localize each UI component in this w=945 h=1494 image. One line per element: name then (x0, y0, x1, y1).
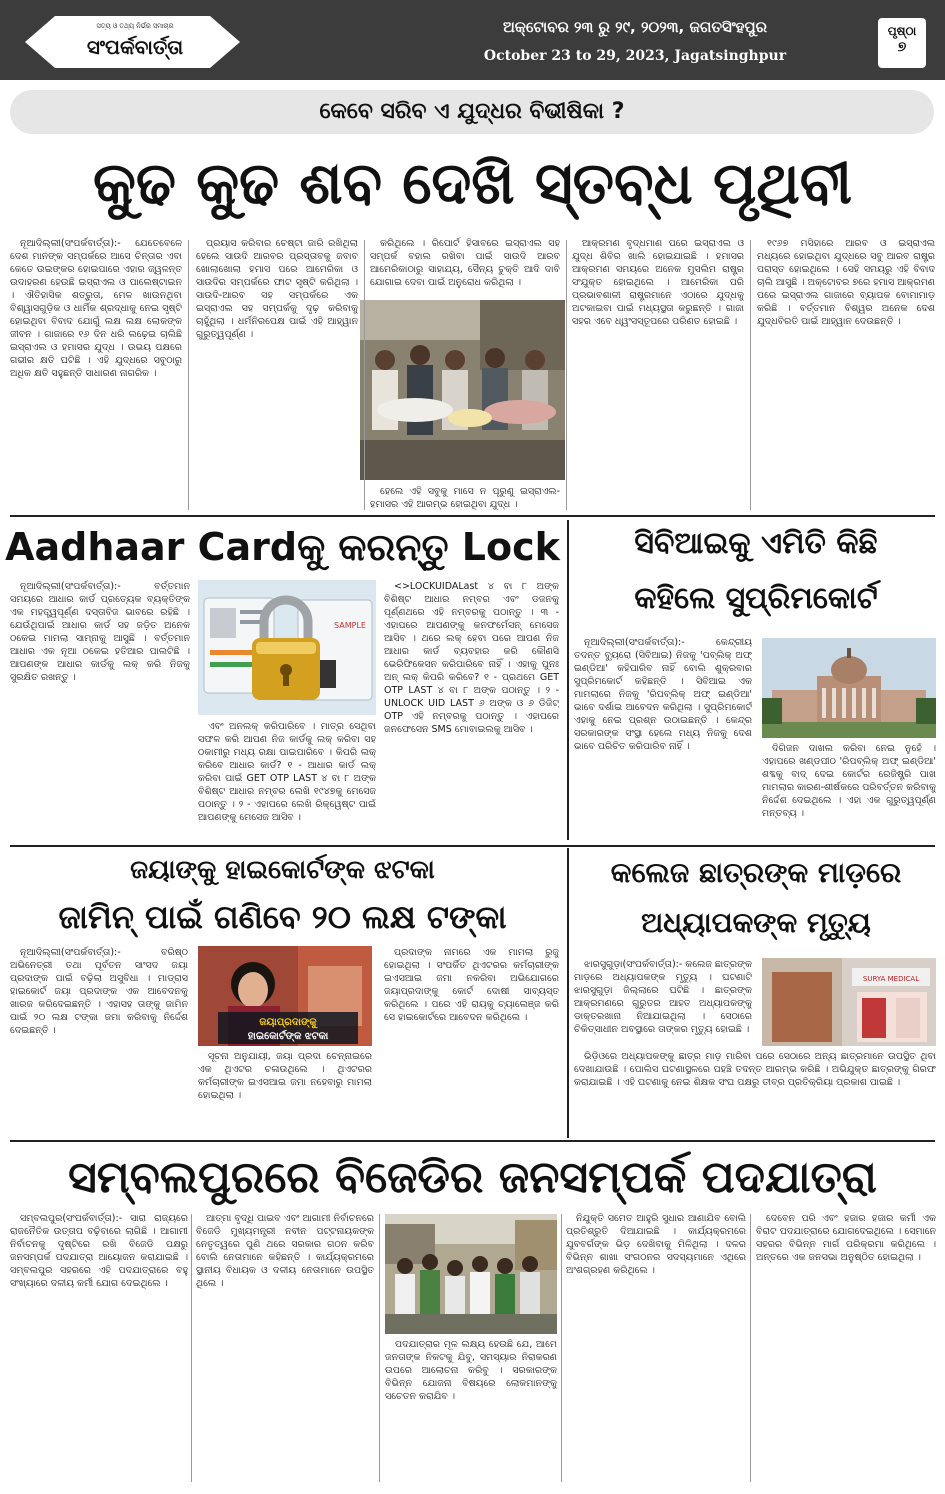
padayatra-photo (385, 1214, 557, 1334)
masthead (0, 0, 945, 80)
photo-caption-line-2: ହାଇକୋର୍ଟଙ୍କ ଝଟକା (247, 1031, 329, 1042)
column-rule (566, 240, 567, 510)
column-rule (561, 1214, 562, 1482)
jaya-headline-line-2: ଜାମିନ୍ ପାଇଁ ଗଣିବେ ୨୦ ଲକ୍ଷ ଟଙ୍କା (58, 898, 507, 936)
column-rule (364, 240, 365, 510)
aadhaar-column-1: ନୂଆଦିଲ୍ଲୀ(ସଂପର୍କବାର୍ତ୍ତା):- ବର୍ତ୍ତମାନ ସମୟରେ ଆଧାର କାର୍ଡ ପ୍ରତ୍ୟେକ ବ୍ୟକ୍ତିଙ୍କ ଏକ ମହତ୍ତ୍ୱପୂର୍ଣ୍ଣ ଦସ୍ତାବିଜ ଭାବରେ ରହିଛି । ଯେଉଁଥିପାଇଁ ଆଧାର କାର୍ଡ ସହ ଜଡ଼ିତ ଅନେକ ଠକେଇ ମାମଲା ସାମ୍ନାକୁ ଆସୁଛି । ବର୍ତ୍ତମାନ ଆଧାର ଏକ ନୂଆ ଠକେଇ ହତିଆର ପାଲଟିଛି । ଆପଣଙ୍କ ଆଧାର କାର୍ଡକୁ ଲକ୍ କରି ନିଜକୁ ସୁରକ୍ଷିତ ରଖନ୍ତୁ । (10, 581, 190, 683)
issue-date-english: October 23 to 29, 2023, Jagatsinghpur (483, 48, 787, 64)
photo-caption-line-1: ଜୟାପ୍ରଦାଙ୍କୁ (259, 1017, 317, 1028)
issue-date-odia: ଅକ୍ଟୋବର ୨୩ ରୁ ୨୯, ୨୦୨୩, ଜଗତସିଂହପୁର (502, 18, 768, 36)
section-rule-vertical (567, 848, 569, 1138)
college-headline-line-1: କଲେଜ ଛାତ୍ରଙ୍କ ମାଡ଼ରେ (610, 856, 902, 889)
shop-sign: SURYA MEDICAL (862, 975, 920, 983)
column-rule (750, 1214, 751, 1482)
section-rule (10, 1140, 935, 1142)
sc-headline-line-2: କହିଲେ ସୁପ୍ରିମକୋର୍ଟ (634, 581, 878, 616)
sc-column-2: ଦିଗିଜନ ଦାଖଲ କରିବା ନେଇ ନୁହେଁ । ଏହାପରେ ଖଣ୍ଡପୀଠ 'ରିପବ୍ଲିକ୍ ଅଫ୍ ଇଣ୍ଡିଆ' ଶବ୍ଦକୁ ବାଦ୍ ଦେଇ କୋର୍ଟର ରେଜିଷ୍ଟ୍ରି ପାଖ ମାମଲାର କାରଣ-ଶୀର୍ଷକରେ ପରିବର୍ତ୍ତନ କରିବାକୁ ନିର୍ଦ୍ଦେଶ ଦେଇଥିଲେ । ଏହା ଏକ ଗୁରୁତ୍ୱପୂର୍ଣ୍ଣ ମନ୍ତବ୍ୟ । (762, 743, 936, 819)
gaza-funeral-photo (360, 300, 565, 480)
lead-column-3-continued: ହେଲେ ଏହି ସବୁକୁ ମାସେ ନ ପୂରୁଣୁ ଇସ୍ରାଏଲ-ହମାସର ଏହି ଆରମ୍ଭ ହୋଇଥିବା ଯୁଦ୍ଧ । (370, 486, 560, 510)
sc-column-1: ନୂଆଦିଲ୍ଲୀ(ସଂପର୍କବାର୍ତ୍ତା):- କେନ୍ଦ୍ରୀୟ ତଦନ୍ତ ବ୍ୟୁରୋ (ସିବିଆଇ) ନିଜକୁ 'ପବ୍ଲିକ୍ ଅଫ୍ ଇଣ୍ଡିଆ' କହିପାରିବ ନାହିଁ ବୋଲି ଶୁକ୍ରବାର ସୁପ୍ରିମକୋର୍ଟ କହିଛନ୍ତି । ସିବିଆଇ ଏକ ମାମଲାରେ ନିଜକୁ 'ରିପବ୍ଲିକ୍ ଅଫ୍ ଇଣ୍ଡିଆ' ଭାବେ ଦର୍ଶାଇ ଆବେଦନ କରିଥିଲା । ସୁପ୍ରିମକୋର୍ଟ ଏହାକୁ ନେଇ ପ୍ରଶ୍ନ ଉଠାଇଛନ୍ତି । କେନ୍ଦ୍ର ସରକାରଙ୍କ ସଂସ୍ଥା ହେଲେ ମଧ୍ୟ ନିଜକୁ ଦେଶ ଭାବେ ପରିଚିତ କରିପାରିବ ନାହିଁ । (574, 637, 752, 752)
lead-column-2: ପ୍ରୟାସ କରିବାର ଚେଷ୍ଟା ଜାରି ରଖିଥିଲା ହେଲେ ସାଉଦି ଆରବର ପ୍ରସ୍ତାବକୁ ଜବାବ ଖୋଲାଖୋଲା ହମାସ ପରେ ଆମେରିକା ଓ ସାଉଦିର ସମ୍ପର୍କରେ ଫାଟ ସୃଷ୍ଟି କରିଥିଲା । ସାଉଦି-ଆରବ ସହ ସମ୍ପର୍କରେ ଏକ ଇସ୍ରାଏଲ ସହ ସମ୍ପର୍କକୁ ଦୃଢ଼ କରିବାକୁ ଚାହୁଁଥିଲା । ଧର୍ମନିରପେକ୍ଷ ପାଇଁ ଏହି ଆହ୍ୱାନ ଗୁରୁତ୍ୱପୂର୍ଣ୍ଣ । (196, 238, 358, 340)
section-rule-vertical (567, 520, 569, 840)
college-column-1: ଝାରସୁଗୁଡ଼ା(ସଂପର୍କବାର୍ତ୍ତା):- କଲେଜ ଛାତ୍ରଙ୍କ ମାଡ଼ରେ ଅଧ୍ୟାପକଙ୍କ ମୃତ୍ୟୁ । ଘଟଣାଟି ଝାରସୁଗୁଡ଼ା ଜିଲ୍ଲାରେ ଘଟିଛି । ଛାତ୍ରଙ୍କ ଆକ୍ରମଣରେ ଗୁରୁତର ଆହତ ଅଧ୍ୟାପକଙ୍କୁ ଡାକ୍ତରଖାନା ନିଆଯାଇଥିଲା । ସେଠାରେ ଚିକିତ୍ସାଧୀନ ଅବସ୍ଥାରେ ତାଙ୍କର ମୃତ୍ୟୁ ହୋଇଛି । (574, 959, 752, 1035)
supreme-court-photo (762, 638, 936, 738)
bjd-column-2: ଆତ୍ମା ବୃଦ୍ଧି ପାଇବ ଏବଂ ଆଗାମୀ ନିର୍ବାଚନରେ ବିଜେଡି ମୁଖ୍ୟମନ୍ତ୍ରୀ ନବୀନ ପଟ୍ଟନାୟକଙ୍କ ନେତୃତ୍ୱରେ ପୁଣି ଥରେ ସରକାର ଗଠନ କରିବ ବୋଲି ନେତାମାନେ କହିଛନ୍ତି । କାର୍ଯ୍ୟକ୍ରମରେ ସ୍ଥାନୀୟ ବିଧାୟକ ଓ ଦଳୀୟ ନେତାମାନେ ଉପସ୍ଥିତ ଥିଲେ । (196, 1213, 374, 1289)
lead-column-1: ନୂଆଦିଲ୍ଲୀ(ସଂପର୍କବାର୍ତ୍ତା):- ଯେତେବେଳେ ଦେଶ ମାନଙ୍କ ସମ୍ପର୍କରେ ଆସେ ଚିନ୍ତାର ଏବା କେତେ ଉଇଙ୍କର ହୋଇପାରେ ଏହାର ଜ୍ୱଳନ୍ତ ଉଦାହରଣ ହେଉଛି ଇସ୍ରାଏଲ ଓ ପାଲେଷ୍ଟାଇନ । ଐତିହାସିକ ଶତ୍ରୁତା, ମେଳ ଖାଉନଥିବା ବିଶ୍ୱାସଗୁଡ଼ିକ ଓ ଧାର୍ମିକ ଶ୍ରଦ୍ଧାକୁ ନେଇ ସୃଷ୍ଟି ହୋଇଥିବା ବିବାଦ ଯୋଗୁଁ ଲକ୍ଷ ଲକ୍ଷ ଲୋକଙ୍କ ଜୀବନ । ଗାଜାରେ ୧୬ ଦିନ ଧରି ଲଢ଼େଇ ଚାଲିଛି ଇସ୍ରାଏଲ ଓ ହମାସର ଯୁଦ୍ଧ । ଉଭୟ ପକ୍ଷରେ ଗଭୀର କ୍ଷତି ଘଟିଛି । ଏହି ଯୁଦ୍ଧରେ ସବୁଠାରୁ ଅଧିକ କ୍ଷତି ସହୁଛନ୍ତି ସାଧାରଣ ନାଗରିକ । (10, 238, 182, 379)
newspaper-logo (25, 14, 240, 70)
page-number: ୭ (897, 39, 907, 55)
college-headline-line-2: ଅଧ୍ୟାପକଙ୍କ ମୃତ୍ୟୁ (641, 906, 871, 939)
logo-text: ସଂପର୍କବାର୍ତ୍ତା (86, 35, 184, 59)
jaya-column-3: ପ୍ରଦାଙ୍କ ନାମରେ ଏକ ମାମଲା ରୁଜୁ ହୋଇଥିଲା । ସଂପର୍କିତ ଥିଏଟରର କର୍ମଚାରୀଙ୍କ ଇଏସଆଇ ଜମା ନକରିବା ଅଭିଯୋଗରେ ଜୟାପ୍ରଦାଙ୍କୁ କୋର୍ଟ ଦୋଷୀ ସାବ୍ୟସ୍ତ କରିଥିଲେ । ପରେ ଏହି ରାୟକୁ ଚ୍ୟାଲେଞ୍ଜ କରି ସେ ହାଇକୋର୍ଟରେ ଆବେଦନ କରିଥିଲେ । (384, 947, 559, 1023)
column-rule (188, 240, 189, 510)
logo-tagline: ସତ୍ୟ ଓ ତଥ୍ୟ ନିର୍ଭର ସମାଚାର (96, 22, 174, 30)
jaya-headline-line-1: ଜୟାଙ୍କୁ ହାଇକୋର୍ଟଙ୍କ ଝଟକା (130, 855, 435, 885)
aadhaar-headline: Aadhaar Cardକୁ କରନ୍ତୁ Lock (5, 525, 560, 569)
jaya-column-2a: ସୂଚନା ଅନୁଯାୟୀ, ଜୟା ପ୍ରଦା ଚେନ୍ନାଇରେ ଏକ ଥିଏଟର ଚଳାଉଥିଲେ । ଥିଏଟରର କର୍ମଚାରୀଙ୍କ ଇଏସଆଇ ଜମା ନହେବାରୁ ମାମଲା ହୋଇଥିଲା । (198, 1051, 372, 1101)
column-rule (750, 240, 751, 510)
sample-stamp: SAMPLE (334, 621, 366, 630)
college-column-2: ଭିଡ଼ିଓରେ ଅଧ୍ୟାପକଙ୍କୁ ଛାତ୍ର ମାଡ଼ ମାରିବା ପରେ ସେଠାରେ ଅନ୍ୟ ଛାତ୍ରମାନେ ଉପସ୍ଥିତ ଥିବା ଦେଖାଯାଉଛି । ପୋଲିସ ଘଟଣାସ୍ଥଳରେ ପହଞ୍ଚି ତଦନ୍ତ ଆରମ୍ଭ କରିଛି । ଅଭିଯୁକ୍ତ ଛାତ୍ରଙ୍କୁ ଗିରଫ କରାଯାଇଛି । ଏହି ଘଟଣାକୁ ନେଇ ଶିକ୍ଷକ ସଂଘ ପକ୍ଷରୁ ତୀବ୍ର ପ୍ରତିକ୍ରିୟା ପ୍ରକାଶ ପାଇଛି । (574, 1051, 936, 1088)
page-number-box (878, 18, 926, 68)
bjd-headline: ସମ୍ବଲପୁରରେ ବିଜେଡିର ଜନସମ୍ପର୍କ ପଦଯାତ୍ରା (68, 1152, 877, 1203)
aadhaar-lock-photo (198, 580, 376, 715)
jaya-column-1: ନୂଆଦିଲ୍ଲୀ(ସଂପର୍କବାର୍ତ୍ତା):- ବରିଷ୍ଠ ଅଭିନେତ୍ରୀ ତଥା ପୂର୍ବତନ ସାଂସଦ ଜୟା ପ୍ରଦାଙ୍କ ପାଇଁ ବଢ଼ିଲା ଅସୁବିଧା । ମାଡ୍ରାସ ହାଇକୋର୍ଟ ଜୟା ପ୍ରଦାଙ୍କ ଏକ ଆବେଦନକୁ ଖାରଜ କରିଦେଇଛନ୍ତି । ଏହାସହ ତାଙ୍କୁ ଜାମିନ ପାଇଁ ୨୦ ଲକ୍ଷ ଟଙ୍କା ଜମା କରିବାକୁ ନିର୍ଦ୍ଦେଶ ଦେଇଛନ୍ତି । (10, 947, 188, 1036)
column-rule (191, 1214, 192, 1482)
page-label: ପୃଷ୍ଠା (887, 24, 917, 38)
aadhaar-column-2: ଏବଂ ଅନଲକ୍ କରିପାରିବେ । ମାତ୍ର ସେଥିବା ସଫଳ କରି ଆପଣ ନିଜ କାର୍ଡକୁ ଲକ୍ କରିବା ସହ ଠକାମୀରୁ ମଧ୍ୟ ରକ୍ଷା ପାଇପାରିବେ । କିପରି ଲକ୍ କରିବେ ଆଧାର କାର୍ଡ? ୧ - ଆଧାର କାର୍ଡ ଲକ୍ କରିବା ପାଇଁ GET OTP LAST ୪ ବା ୮ ଅଙ୍କ ବିଶିଷ୍ଟ ଆଧାର ନମ୍ବର ଲେଖି ୧୯୪୭କୁ ମେସେଜ ପଠାନ୍ତୁ । ୨ - ଏହାପରେ ଲେଖି ରିକ୍ୱେଷ୍ଟ ପାଇଁ ଆପଣଙ୍କୁ ମେସେଜ ଆସିବ । (198, 721, 376, 823)
sc-headline-line-1: ସିବିଆଇକୁ ଏମିତି କିଛି (634, 526, 878, 561)
college-photo (762, 958, 936, 1046)
bjd-column-5: ଦେବେନ ପରି ଏବଂ ହଜାର ହଜାର କର୍ମୀ ଏକ ବିରାଟ ପଦଯାତ୍ରାରେ ଯୋଗଦେଇଥିଲେ । ସେମାନେ ସହରର ବିଭିନ୍ନ ମାର୍ଗ ପରିକ୍ରମା କରିଥିଲେ । ଅନ୍ତରେ ଏକ ଜନସଭା ଅନୁଷ୍ଠିତ ହୋଇଥିଲା । (756, 1213, 936, 1263)
section-rule (10, 515, 935, 517)
lead-headline: କୁଢ କୁଢ ଶବ ଦେଖି ସ୍ତବ୍ଧ ପୃଥିବୀ (93, 149, 852, 217)
lead-column-3: କରିଥିଲେ । ରିପୋର୍ଟ ହିସାବରେ ଇସ୍ରାଏଲ ସହ ସମ୍ପର୍କ ବହାଲ ରଖିବା ପାଇଁ ସାଉଦି ଆରବ ଆମେରିକାଠାରୁ ସାହାଯ୍ୟ, ସୈନ୍ୟ ଚୁକ୍ତି ଆଦି ଦାବି ଯୋଗାଇ ଦେବା ପାଇଁ ଅନୁରୋଧ କରିଥିଲା । (370, 238, 560, 288)
column-rule (379, 1214, 380, 1482)
lead-kicker: କେବେ ସରିବ ଏ ଯୁଦ୍ଧର ବିଭୀଷିକା ? (10, 90, 934, 134)
bjd-column-3: ପଦଯାତ୍ରାର ମୂଳ ଲକ୍ଷ୍ୟ ହେଉଛି ଯେ, ଆମେ ଜନତାଙ୍କ ନିକଟକୁ ଯିବୁ, ସମସ୍ୟାର ନିରାକରଣ ଉପରେ ଆଲୋଚନା କରିବୁ । ସରକାରଙ୍କ ବିଭିନ୍ନ ଯୋଜନା ବିଷୟରେ ଲୋକମାନଙ୍କୁ ସଚେତନ କରାଯିବ । (385, 1339, 557, 1402)
lead-column-5: ୧୯୬୭ ମସିହାରେ ଆରବ ଓ ଇସ୍ରାଏଲ ମଧ୍ୟରେ ହୋଇଥିବା ଯୁଦ୍ଧରେ ସବୁ ଆରବ ରାଷ୍ଟ୍ର ପରାସ୍ତ ହୋଇଥିଲେ । ସେହି ସମୟରୁ ଏହି ବିବାଦ ଚାଲି ଆସୁଛି । ଅକ୍ଟୋବର ୭ରେ ହମାସ ଆକ୍ରମଣ ପରେ ଇସ୍ରାଏଲ ଗାଜାରେ ବ୍ୟାପକ ବୋମାମାଡ଼ କରିଛି । ବର୍ତ୍ତମାନ ବିଶ୍ୱର ଅନେକ ଦେଶ ଯୁଦ୍ଧବିରତି ପାଇଁ ଆହ୍ୱାନ ଦେଉଛନ୍ତି । (757, 238, 935, 327)
section-rule (10, 845, 935, 847)
lead-column-4: ଆକ୍ରମଣ ବୃଦ୍ଧମାଣ ପରେ ଇସ୍ରାଏଲ ଓ ଯୁଦ୍ଧ ଶିବିର ଖାଲି ହୋଇଯାଇଛି । ହମାସର ଆକ୍ରମଣ ସମୟରେ ଅନେକ ମୁସଲିମ ରାଷ୍ଟ୍ର ସଂଯୁକ୍ତ ହୋଇଥିଲେ । ଆମେରିକା ପରି ପ୍ରଭାବଶାଳୀ ରାଷ୍ଟ୍ରମାନେ ଏଠାରେ ଯୁଦ୍ଧକୁ ଅଟକାଇବା ପାଇଁ ମଧ୍ୟସ୍ଥତା କରୁଛନ୍ତି । ଗାଜା ସହର ଏବେ ଧ୍ୱଂସସ୍ତୂପରେ ପରିଣତ ହୋଇଛି । (572, 238, 744, 327)
aadhaar-column-3: <>LOCKUIDALast ୪ ବା ୮ ଅଙ୍କ ବିଶିଷ୍ଟ ଆଧାର ନମ୍ବର ଏବଂ ଡଜନକୁ ପୂର୍ଣ୍ଣଥରେ ଏହି ନମ୍ବରକୁ ପଠାନ୍ତୁ । ୩ - ଏହାପରେ ଆପଣଙ୍କୁ କନଫର୍ମେସନ୍ ମେସେଜ ଆସିବ । ଥରେ ଲକ୍ ହେବା ପରେ ଆପଣ ନିଜ ଆଧାର କାର୍ଡ ବ୍ୟବହାର କରି କୌଣସି ଭେରିଫିକେସନ କରିପାରିବେ ନାହିଁ । ଏହାକୁ ପୁନଃ ଅନ୍ ଲକ୍ କିପରି କରିବେ? ୧ - ପ୍ରଥମେ GET OTP LAST ୪ ବା ୮ ଅଙ୍କ ପଠାନ୍ତୁ । ୨ - UNLOCK UID LAST ୬ ଅଙ୍କ ଓ ୬ ଡିଜିଟ୍ OTP ଏହି ନମ୍ବରକୁ ପଠାନ୍ତୁ । ଏହାପରେ ଜନଫେସେନ SMS ମୋବାଇଲକୁ ଆସିବ । (384, 581, 559, 735)
bjd-column-1: ସମ୍ବଲପୁର(ସଂପର୍କବାର୍ତ୍ତା):- ସାରା ରାଜ୍ୟରେ ରାଜନୈତିକ ଉତ୍ତାପ ବଢ଼ିବାରେ ଲାଗିଛି । ଆଗାମୀ ନିର୍ବାଚନକୁ ଦୃଷ୍ଟିରେ ରଖି ବିଜେଡି ପକ୍ଷରୁ ଜନସମ୍ପର୍କ ପଦଯାତ୍ରା ଆୟୋଜନ କରାଯାଇଛି । ସମ୍ବଲପୁର ସହରରେ ଏହି ପଦଯାତ୍ରାରେ ବହୁ ସଂଖ୍ୟାରେ ଦଳୀୟ କର୍ମୀ ଯୋଗ ଦେଇଥିଲେ । (10, 1213, 188, 1289)
bjd-column-4: ନିଯୁକ୍ତି ସମେତ ଆହୁରି ସୁଧାର ଆଣାଯିବ ବୋଲି ପ୍ରତିଶ୍ରୁତି ଦିଆଯାଇଛି । କାର୍ଯ୍ୟକ୍ରମରେ ଯୁବବର୍ଗଙ୍କ ଭିଡ଼ ଦେଖିବାକୁ ମିଳିଥିଲା । ଦଳର ବିଭିନ୍ନ ଶାଖା ସଂଗଠନର ସଦସ୍ୟମାନେ ଏଥିରେ ଅଂଶଗ୍ରହଣ କରିଥିଲେ । (566, 1213, 746, 1276)
jayaprada-photo (198, 946, 372, 1046)
